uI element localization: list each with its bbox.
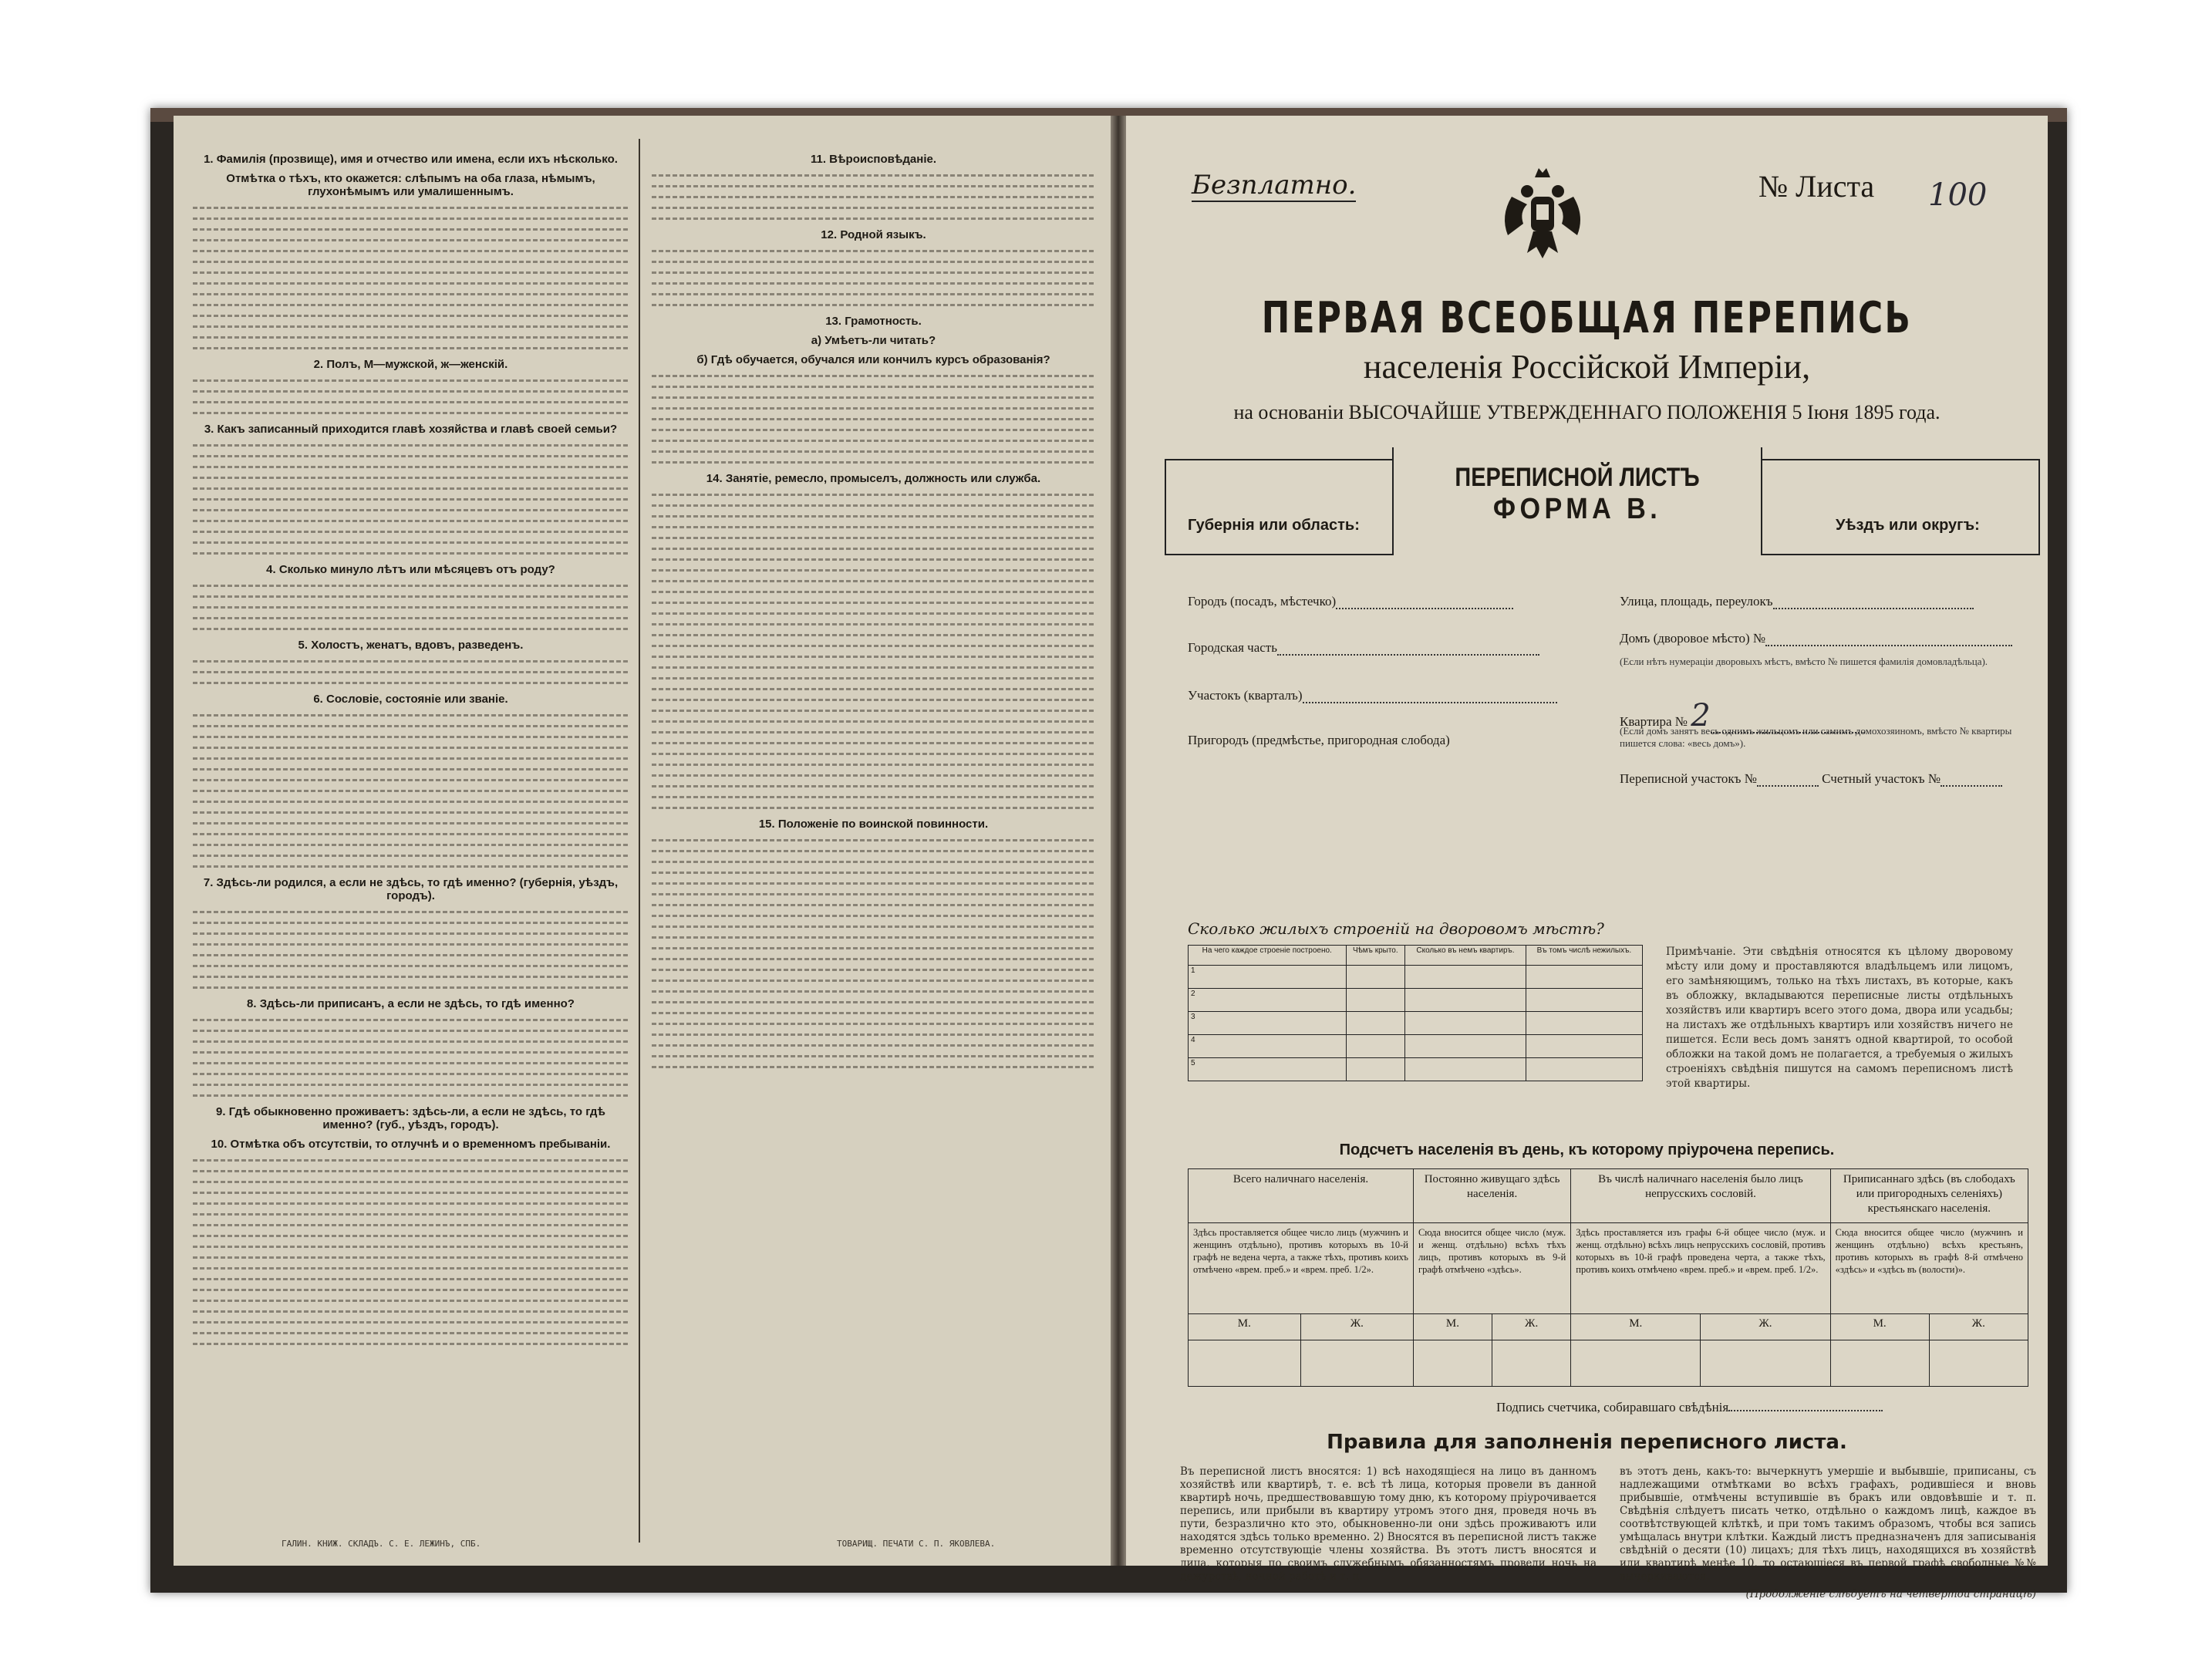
question-heading: 7. Здѣсь-ли родился, а если не здѣсь, то гдѣ именно? (губернія, уѣздъ, городъ). [203,876,619,902]
count-description: Здѣсь проставляется общее число лицъ (мужчинъ и женщинъ отдѣльно), противъ которыхъ въ 10-й графѣ не ведена черта, а также тѣхъ, противъ коихъ отмѣчено «врем. преб.» и «врем. преб. 1/2». [1189,1223,1414,1314]
question-heading: 15. Положеніе по воинской повинности. [758,818,989,831]
printer-imprint: ГАЛИН. КНИЖ. СКЛАДЪ. С. Е. ЛЕЖИНЪ, СПБ. [282,1539,481,1549]
question-heading: а) Умѣетъ-ли читать? [811,334,936,347]
double-headed-eagle-icon [1496,162,1589,262]
question-heading: 8. Здѣсь-ли приписанъ, а если не здѣсь, то гдѣ именно? [247,997,575,1010]
male-label: М. [1571,1314,1701,1340]
instruction-text-block [193,379,629,414]
count-cell[interactable] [1300,1340,1413,1387]
instruction-text-block [652,494,1095,809]
instruction-text-block [193,585,629,630]
census-book [150,108,2067,1600]
instruction-text-block [193,660,629,684]
buildings-note: Примѣчаніе. Эти свѣдѣнія относятся къ цѣлому дворовому мѣсту или дому и проставляются владѣльцемъ или лицомъ, его замѣняющимъ, только на тѣхъ листахъ, въ которые, какъ въ обложку, вкладываются переписные листы отдѣльныхъ хозяйствъ или квартиръ всего этого дома, двора или усадьбы; на листахъ же отдѣльныхъ квартиръ или хозяйствъ ничего не пишется. Если весь домъ занятъ одной квартирой, то особой обложки на такой домъ не полагается, а требуемыя о жилыхъ строеніяхъ свѣдѣнія пишутся на самомъ переписномъ листѣ этой квартиры. [1666,946,2013,1090]
apartment-note: (Если домъ занятъ весь однимъ жильцомъ или самимъ домохозяиномъ, вмѣсто № квартиры пишется слова: «весь домъ»). [1620,725,2012,749]
question-heading: 10. Отмѣтка объ отсутствіи, то отлучнѣ и о временномъ пребываніи. [211,1138,611,1151]
district-label: Уѣздъ или округъ: [1836,517,1980,534]
count-cell[interactable] [1830,1340,1929,1387]
population-count-table [1188,1168,2028,1387]
population-count-title: Подсчетъ населенія въ день, къ которому пріурочена перепись. [1339,1141,1835,1158]
question-heading: 3. Какъ записанный приходится главѣ хозяйства и главѣ своей семьи? [204,423,618,436]
instruction-text-block [652,375,1095,464]
right-page [1126,116,2048,1600]
census-title: ПЕРВАЯ ВСЕОБЩАЯ ПЕРЕПИСЬ [1261,293,1913,343]
table-row: 3 [1189,1012,1643,1035]
buildings-header: Чѣмъ крыто. [1346,946,1405,966]
count-cell[interactable] [1929,1340,2028,1387]
buildings-header: Въ томъ числѣ нежилыхъ. [1526,946,1642,966]
count-cell[interactable] [1571,1340,1701,1387]
house-field[interactable]: Домъ (дворовое мѣсто) № [1620,631,2012,646]
census-basis: на основаніи ВЫСОЧАЙШЕ УТВЕРЖДЕННАГО ПОЛОЖЕНІЯ 5 Іюня 1895 года. [1233,401,1941,423]
rules-continued-note: (Продолженіе слѣдуетъ на четвертой страницѣ) [1745,1588,2036,1600]
male-label: М. [1830,1314,1929,1340]
uchastok-field[interactable]: Участокъ (кварталъ) [1188,688,1557,703]
book-gutter [1111,116,1126,1566]
street-field[interactable]: Улица, площадь, переулокъ [1620,594,1974,609]
form-title: ПЕРЕПИСНОЙ ЛИСТЪ [1455,463,1700,492]
question-heading: Отмѣтка о тѣхъ, кто окажется: слѣпымъ на оба глаза, нѣмымъ, глухонѣмымъ или умалишеннымъ. [226,172,595,198]
table-row: 1 [1189,966,1643,989]
census-subtitle: населенія Россійской Имперіи, [1363,348,1811,386]
instruction-text-block [193,911,629,989]
form-letter: ФОРМА В. [1492,493,1662,525]
buildings-heading: Сколько жилыхъ строеній на дворовомъ мѣстѣ? [1188,919,1604,938]
instruction-text-block [652,839,1095,1068]
instruction-text-block [193,1019,629,1097]
count-header: Приписаннаго здѣсь (въ слободахъ или пригородныхъ селеніяхъ) крестьянскаго населенія. [1830,1169,2028,1223]
female-label: Ж. [1929,1314,2028,1340]
sheet-number-label: № Листа [1758,169,1875,204]
rules-text-column: Въ переписной листъ вносятся: 1) всѣ находящіеся на лицо въ данномъ хозяйствѣ или квартирѣ, т. е. всѣ тѣ лица, которыя провели въ данной квартирѣ ночь, предшествовавшую тому дню, къ которому пріурочивается перепись, или прибыли въ квартиру утромъ этого дня, проведя ночь въ пути, безразлично кто это, обыкновенно-ли они здѣсь проживаютъ или находятся здѣсь только временно. 2) Вносятся въ переписной листъ также временно отсутствующіе члены хозяйства. Въ этотъ листъ вносятся и лица, которыя по своимъ служебнымъ обязанностямъ проведи ночь на дежурствѣ, ночной работѣ и т. п. [1180,1465,1597,1583]
instruction-text-block [193,1159,629,1345]
rules-text-column: въ этотъ день, какъ-то: вычеркнутъ умершіе и выбывшіе, приписаны, съ надлежащими отмѣтками во всѣхъ графахъ, родившіеся и вновь прибывшіе, отмѣчены вступившіе въ бракъ или овдовѣвшіе и т. п. Свѣдѣнія слѣдуетъ писать четко, отдѣльно о каждомъ лицѣ, каждое въ соотвѣтствующей клѣткѣ, и при томъ такимъ образомъ, чтобы вся запись умѣщалась внутри клѣтки. Каждый листъ предназначенъ для записыванія свѣдѣній о десяти (10) лицахъ; для тѣхъ лицъ, находящихся въ хозяйствѣ или квартирѣ менѣе 10, то остающіеся въ первой графѣ свободные №№ вычеркиваются. (Продолженіе слѣдуетъ на четвертой страницѣ) [1620,1465,2036,1600]
count-cell[interactable] [1189,1340,1301,1387]
instruction-text-block [652,174,1095,220]
question-heading: 4. Сколько минуло лѣтъ или мѣсяцевъ отъ роду? [266,563,555,576]
instruction-text-block [193,207,629,349]
census-section-field[interactable]: Переписной участокъ № Счетный участокъ № [1620,771,2002,787]
enumerator-signature-field[interactable]: Подпись счетчика, собиравшаго свѣдѣнія [1496,1400,1883,1415]
female-label: Ж. [1300,1314,1413,1340]
question-heading: б) Гдѣ обучается, обучался или кончилъ курсъ образованія? [696,353,1050,366]
count-cell[interactable] [1413,1340,1492,1387]
province-label: Губернія или область: [1188,517,1360,534]
count-header: Постоянно живущаго здѣсь населенія. [1413,1169,1570,1223]
buildings-header: Сколько въ немъ квартиръ. [1405,946,1526,966]
count-description: Сюда вносится общее число (муж. и женщ. отдѣльно) всѣхъ тѣхъ лицъ, противъ которыхъ въ 9-й графѣ отмѣчено «здѣсь». [1413,1223,1570,1314]
apartment-field[interactable]: Квартира № 2 [1620,698,1865,733]
city-part-field[interactable]: Городская часть [1188,640,1539,656]
instruction-text-block [652,250,1095,306]
count-header: Въ числѣ наличнаго населенія было лицъ непрусскихъ сословій. [1571,1169,1830,1223]
question-heading: 13. Грамотность. [825,315,922,328]
question-heading: 5. Холостъ, женатъ, вдовъ, разведенъ. [298,639,524,652]
count-header: Всего наличнаго населенія. [1189,1169,1414,1223]
column-divider [639,139,640,1543]
right-column [652,147,1095,1077]
female-label: Ж. [1701,1314,1831,1340]
male-label: М. [1413,1314,1492,1340]
question-heading: 6. Сословіе, состояніе или званіе. [313,693,508,706]
table-row: 5 [1189,1058,1643,1081]
count-cell[interactable] [1701,1340,1831,1387]
house-note: (Если нѣтъ нумераціи дворовыхъ мѣстъ, вмѣсто № пишется фамилія домовладѣльца). [1620,656,1988,667]
question-heading: 14. Занятіе, ремесло, промыселъ, должность или служба. [706,472,1041,485]
count-cell[interactable] [1492,1340,1570,1387]
city-field[interactable]: Городъ (посадъ, мѣстечко) [1188,594,1513,609]
female-label: Ж. [1492,1314,1570,1340]
count-description: Здѣсь проставляется изъ графы 6-й общее число (муж. и женщ. отдѣльно) всѣхъ лицъ непрусскихъ сословій, противъ которыхъ въ 10-й графѣ проведена черта, а также тѣхъ, противъ коихъ отмѣчено «врем. преб.» и «врем. преб. 1/2». [1571,1223,1830,1314]
instruction-text-block [193,714,629,868]
question-heading: 9. Гдѣ обыкновенно проживаетъ: здѣсь-ли, а если не здѣсь, то гдѣ именно? (губ., уѣздъ, городъ). [216,1105,605,1131]
left-column [193,147,629,1354]
count-description: Сюда вносится общее число (мужчинъ и женщинъ отдѣльно) всѣхъ крестьянъ, противъ которыхъ въ графѣ 8-й отмѣчено «здѣсь» и «здѣсь въ (волости)». [1830,1223,2028,1314]
table-row: 2 [1189,989,1643,1012]
buildings-table [1188,945,1643,1081]
question-heading: 1. Фамилія (прозвище), имя и отчество или имена, если ихъ нѣсколько. [204,153,618,166]
apartment-handwritten: 2 [1691,698,1711,733]
suburb-field[interactable]: Пригородъ (предмѣстье, пригородная слобода) [1188,733,1450,747]
table-row: 4 [1189,1035,1643,1058]
question-heading: 2. Полъ, М—мужской, ж—женскій. [313,358,508,371]
buildings-header: На чего каждое строеніе построено. [1189,946,1347,966]
printer-imprint: ТОВАРИЩ. ПЕЧАТИ С. П. ЯКОВЛЕВА. [837,1539,996,1549]
rules-title: Правила для заполненія переписного листа. [1327,1431,1847,1454]
question-heading: 11. Вѣроисповѣданіе. [810,153,937,166]
free-label: Безплатно. [1192,170,1357,201]
instruction-text-block [193,444,629,555]
question-heading: 12. Родной языкъ. [821,228,926,241]
male-label: М. [1189,1314,1301,1340]
form-title-box [1392,447,1762,555]
left-page [174,116,1111,1566]
sheet-number-handwritten: 100 [1928,177,1988,213]
